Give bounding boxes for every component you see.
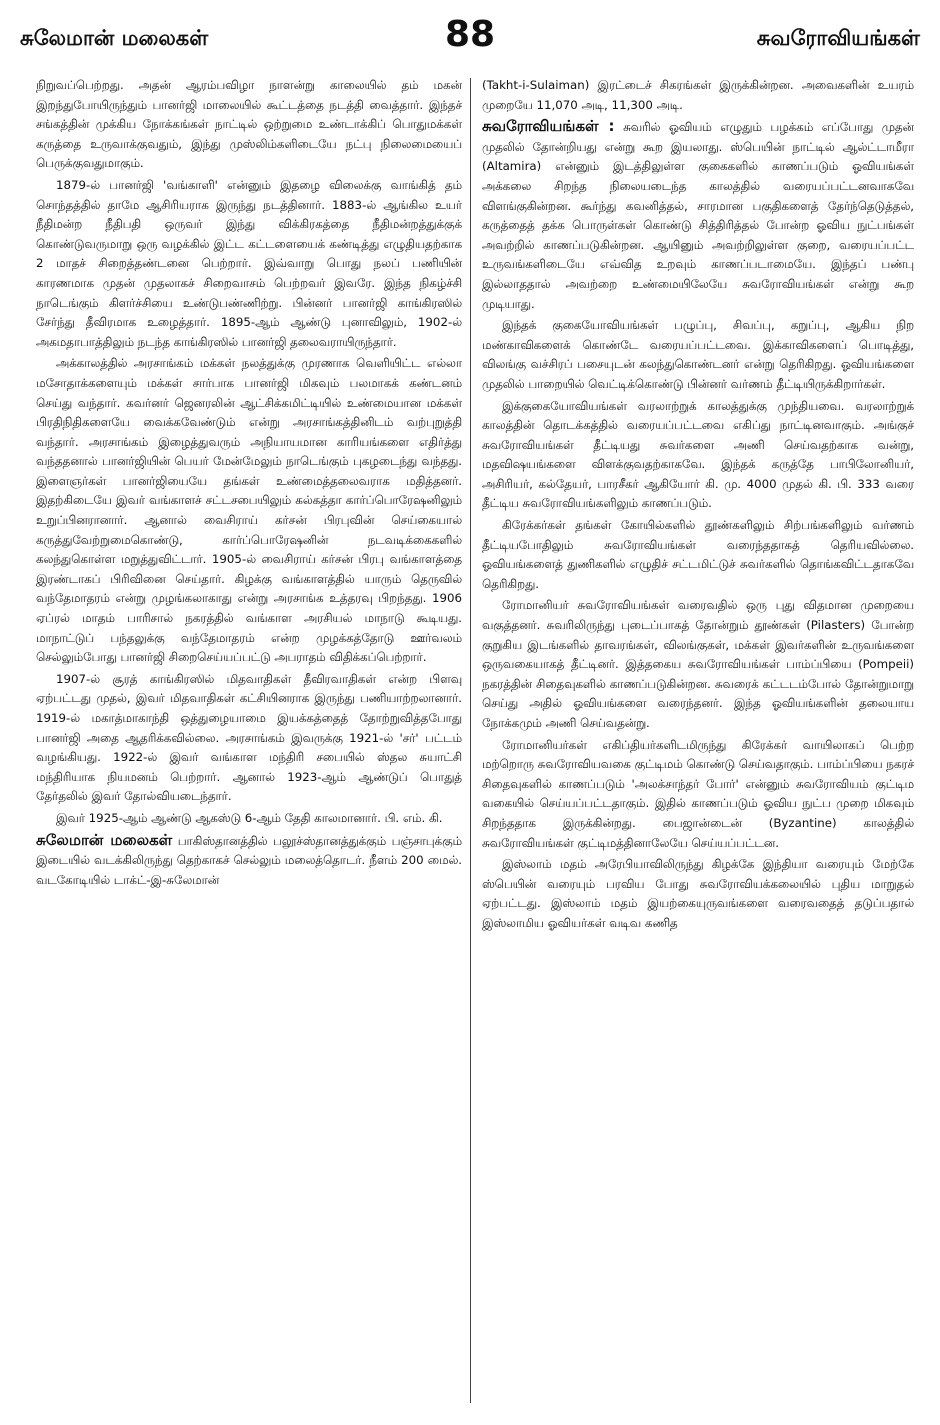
entry-murals	[482, 117, 914, 314]
paragraph: இக்குகையோவியங்கள் வரலாற்றுக் காலத்துக்கு முந்தியவை. வரலாற்றுக் காலத்தின் தொடக்கத்தில் வரையப்பட்டவை எகிப்து நாட்டினவாகும். அங்குச் சுவரோவியங்கள் தீட்டியது சுவர்களை அணி செய்வதற்காக வன்று, மதவிஷயங்களை விளக்குவதற்காகவே. இந்தக் கருத்தே பாபிலோனியர், அசிரியர், கல்தேயர், பாரசீகர் ஆகியோர் கி. மு. 4000 முதல் கி. பி. 333 வரை தீட்டிய சுவரோவியங்களிலும் காணப்படும்.	[482, 398, 914, 511]
page-header	[20, 12, 920, 70]
running-head-right: சுவரோவியங்கள்	[756, 26, 920, 50]
entry-body: பாகிஸ்தானத்தில் பலூச்ஸ்தானத்துக்கும் பஞ்சாபுக்கும் இடையில் வடக்கிலிருந்து தெற்காகச் செல்லும் மலைத்தொடர். நீளம் 200 மைல். வடகோடியில் டாக்ட்-இ-சுலேமான்	[36, 833, 462, 887]
paragraph: 1879-ல் பானர்ஜி 'வங்காளி' என்னும் இதழை விலைக்கு வாங்கித் தம் சொந்தத்தில் தாமே ஆசிரியராக இருந்து நடத்தினார். 1883-ல் ஆங்கில உயர் நீதிமன்ற நீதிபதி ஒருவர் இந்து விக்கிரகத்தை நீதிமன்றத்துக்குக் கொண்டுவருமாறு ஒரு வழக்கில் இட்ட கட்டளையைக் கண்டித்து எழுதியதற்காக 2 மாதச் சிறைத்தண்டனை பெற்றார். இவ்வாறு பொது நலப் பணியின் காரணமாக முதன் முதலாகச் சிறைவாசம் பெற்றவர் இவரே. இந்த நிகழ்ச்சி நாடெங்கும் கிளர்ச்சியை உண்டுபண்ணிற்று. பின்னர் பானர்ஜி காங்கிரஸில் சேர்ந்து தீவிரமாக உழைத்தார். 1895-ஆம் ஆண்டு புனாவிலும், 1902-ல் அகமதாபாத்திலும் நடந்த காங்கிரஸில் பானர்ஜி தலைவராயிருந்தார்.	[36, 177, 462, 349]
paragraph: இஸ்லாம் மதம் அரேபியாவிலிருந்து கிழக்கே இந்தியா வரையும் மேற்கே ஸ்பெயின் வரையும் பரவிய போது சுவரோவியக்கலையில் புதிய மாறுதல் ஏற்பட்டது. இஸ்லாம் மதம் இயற்கையுருவங்களை வரைவதைத் தடுப்பதால் இஸ்லாமிய ஓவியர்கள் வடிவ கணித	[482, 857, 914, 930]
paragraph: நிறுவப்பெற்றது. அதன் ஆரம்பவிழா நாளன்று காலையில் தம் மகன் இறந்துபோயிருந்தும் பானர்ஜி மாலையில் கூட்டத்தை நடத்தி வைத்தார். இந்தச் சங்கத்தின் முக்கிய நோக்கங்கள் நாட்டில் ஒற்றுமை உண்டாக்கிப் பொதுமக்கள் கருத்தை உருவாக்குவதும், இந்து முஸ்லிம்களிடையே நட்பு நிலைமையைப் பெருக்குவதுமாகும்.	[36, 78, 462, 171]
page-number: 88	[444, 14, 496, 55]
paragraph: ரோமானியர் சுவரோவியங்கள் வரைவதில் ஒரு புது விதமான முறையை வகுத்தனர். சுவரிலிருந்து புடைப்பாகத் தோன்றும் தூண்கள் (Pilasters) போன்ற குறுகிய இடங்களில் தாவரங்கள், விலங்குகள், மக்கள் இவர்களின் உருவங்களை ஒருவகையாகத் தீட்டினர். இத்தகைய சுவரோவியங்கள் பாம்ப்பியை (Pompeii) நகரத்தின் சிதைவுகளில் காணப்படுகின்றன. சுவரைக் கட்டடம்போல் தோன்றுமாறு செய்து அதில் ஓவியங்களை வரைந்தனர். இந்த ஓவியங்களின் தலையாய நோக்கமும் அணி செய்வதன்று.	[482, 598, 914, 730]
paragraph: ரோமானியர்கள் எகிப்தியர்களிடமிருந்து கிரேக்கர் வாயிலாகப் பெற்ற மற்றொரு சுவரோவியவகை குட்டிமம் கொண்டு செய்வதாகும். பாம்ப்பியை நகரச் சிதைவுகளில் காணப்படும் 'அலக்சாந்தர் போர்' என்னும் சுவரோவியம் குட்டிம வகையில் செய்யப்பட்டதாகும். இதில் காணப்படும் ஓவிய நுட்ப முறை மிகவும் சிறந்ததாக இருக்கின்றது. பைஜான்டைன் (Byzantine) காலத்தில் சுவரோவியங்கள் குட்டிமத்தினாலேயே செய்யப்பட்டன.	[482, 737, 914, 850]
paragraph: 1907-ல் சூரத் காங்கிரஸில் மிதவாதிகள் தீவிரவாதிகள் என்ற பிளவு ஏற்பட்டது முதல், இவர் மிதவாதிகள் கட்சியினராக இருந்து பணியாற்றலானார். 1919-ல் மகாத்மாகாந்தி ஒத்துழையாமை இயக்கத்தைத் தோற்றுவித்தபோது பானர்ஜி அதை ஆதரிக்கவில்லை. அரசாங்கம் இவருக்கு 1921-ல் 'சர்' பட்டம் வழங்கியது. 1922-ல் இவர் வங்காள மந்திரி சபையில் ஸ்தல சுயாட்சி மந்திரியாக நியமனம் பெற்றார். ஆனால் 1923-ஆம் ஆண்டுப் பொதுத் தேர்தலில் இவர் தோல்வியடைந்தார்.	[36, 671, 462, 804]
column-divider	[470, 78, 471, 1403]
right-column	[482, 76, 914, 1416]
running-head-left: சுலேமான் மலைகள்	[20, 26, 209, 50]
entry-sulaiman-mountains	[36, 831, 462, 891]
paragraph: கிரேக்கர்கள் தங்கள் கோயில்களில் தூண்களிலும் சிற்பங்களிலும் வர்ணம் தீட்டியபோதிலும் சுவரோவியங்கள் வரைந்ததாகத் தெரியவில்லை. ஓவியங்களைத் துணிகளில் எழுதிச் சட்டமிட்டுச் சுவர்களில் தொங்கவிட்டதாகவே தெரிகிறது.	[482, 518, 914, 591]
paragraph: இந்தக் குகையோவியங்கள் பழுப்பு, சிவப்பு, கறுப்பு, ஆகிய நிற மண்காவிகளைக் கொண்டே வரையப்பட்டவை. இக்காவிகளைப் பொடித்து, விலங்கு வச்சிரப் பசையுடன் கலந்துகொண்டனர் என்று தெரிகிறது. ஓவியங்களை முதலில் பாறையில் வெட்டிக்கொண்டு பின்னர் வர்ணம் தீட்டியிருக்கிறார்கள்.	[482, 318, 914, 391]
paragraph: இவர் 1925-ஆம் ஆண்டு ஆகஸ்டு 6-ஆம் தேதி காலமானார். பி. எம். கி.	[56, 810, 443, 825]
paragraph: (Takht-i-Sulaiman) இரட்டைச் சிகரங்கள் இருக்கின்றன. அவைகளின் உயரம் முறையே 11,070 அடி, 11,300 அடி.	[482, 78, 914, 112]
entry-heading: சுவரோவியங்கள் :	[482, 117, 615, 136]
left-column	[36, 76, 462, 1416]
entry-body: சுவரில் ஓவியம் எழுதும் பழக்கம் எப்போது முதன் முதலில் தோன்றியது என்று கூற இயலாது. ஸ்பெயின் நாட்டில் ஆல்ட்டாமீரா (Altamira) என்னும் இடத்திலுள்ள குகைகளில் காணப்படும் ஓவியங்கள் அக்கலை சிறந்த நிலையடைந்த காலத்தில் வரையப்பட்டனவாகவே விளங்குகின்றன. கூர்ந்து கவனித்தல், சாரமான பகுதிகளைத் தேர்ந்தெடுத்தல், கருத்தைத் தக்க பொருள்கள் கொண்டு சித்திரித்தல் போன்ற ஓவிய நுட்பங்கள் அவற்றில் காணப்படுகின்றன. ஆயினும் அவற்றிலுள்ள குறை, வரையப்பட்ட உருவங்களிடையே எவ்வித உறவும் காணப்படாமையே. இந்தப் பண்பு இல்லாததால் அவற்றை உண்மையிலேயே சுவரோவியங்கள் என்று கூற முடியாது.	[482, 120, 914, 311]
paragraph: அக்காலத்தில் அரசாங்கம் மக்கள் நலத்துக்கு முரணாக வெளியிட்ட எல்லா மசோதாக்களையும் மக்கள் சார்பாக பானர்ஜி மிகவும் பலமாகக் கண்டனம் செய்து வந்தார். கவர்னர் ஜெனரலின் ஆட்சிக்கமிட்டியில் உண்மையான மக்கள் பிரதிநிதிகளையே வைக்கவேண்டும் என்று அரசாங்கத்தினிடம் வற்புறுத்தி வந்தார். அரசாங்கம் இழைத்துவரும் அநியாயமான காரியங்களை எதிர்த்து வந்ததனால் பானர்ஜியின் பெயர் மேன்மேலும் நாடெங்கும் புகழடைந்து வந்தது. இளைஞர்கள் பானர்ஜியையே தங்கள் உண்மைத்தலைவராக மதித்தனர். இதற்கிடையே இவர் வங்காளச் சட்டசபையிலும் கல்கத்தா கார்ப்பொரேஷனிலும் உறுப்பினரானார். ஆனால் வைசிராய் கர்சன் பிரபுவின் செய்கையால் கருத்துவேற்றுமைகொண்டு, கார்ப்பொரேஷனின் நடவடிக்கைகளில் கலந்துகொள்ள மறுத்துவிட்டார். 1905-ல் வைசிராய் கர்சன் பிரபு வங்காளத்தை இரண்டாகப் பிரிவினை செய்தார். கிழக்கு வங்காளத்தில் யாரும் தெருவில் வந்தேமாதரம் என்று முழங்கலாகாது என்று அரசாங்க உத்தரவு பிறந்தது. 1906 ஏப்ரல் மாதம் பாரிசால் நகரத்தில் வங்காள அரசியல் மாநாடு கூடியது. மாநாட்டுப் பந்தலுக்கு வந்தேமாதரம் என்ற முழக்கத்தோடு ஊர்வலம் செல்லும்போது பானர்ஜி சிறைசெய்யப்பட்டு அபராதம் விதிக்கப்பெற்றார்.	[36, 356, 462, 665]
entry-heading: சுலேமான் மலைகள்	[36, 830, 173, 849]
